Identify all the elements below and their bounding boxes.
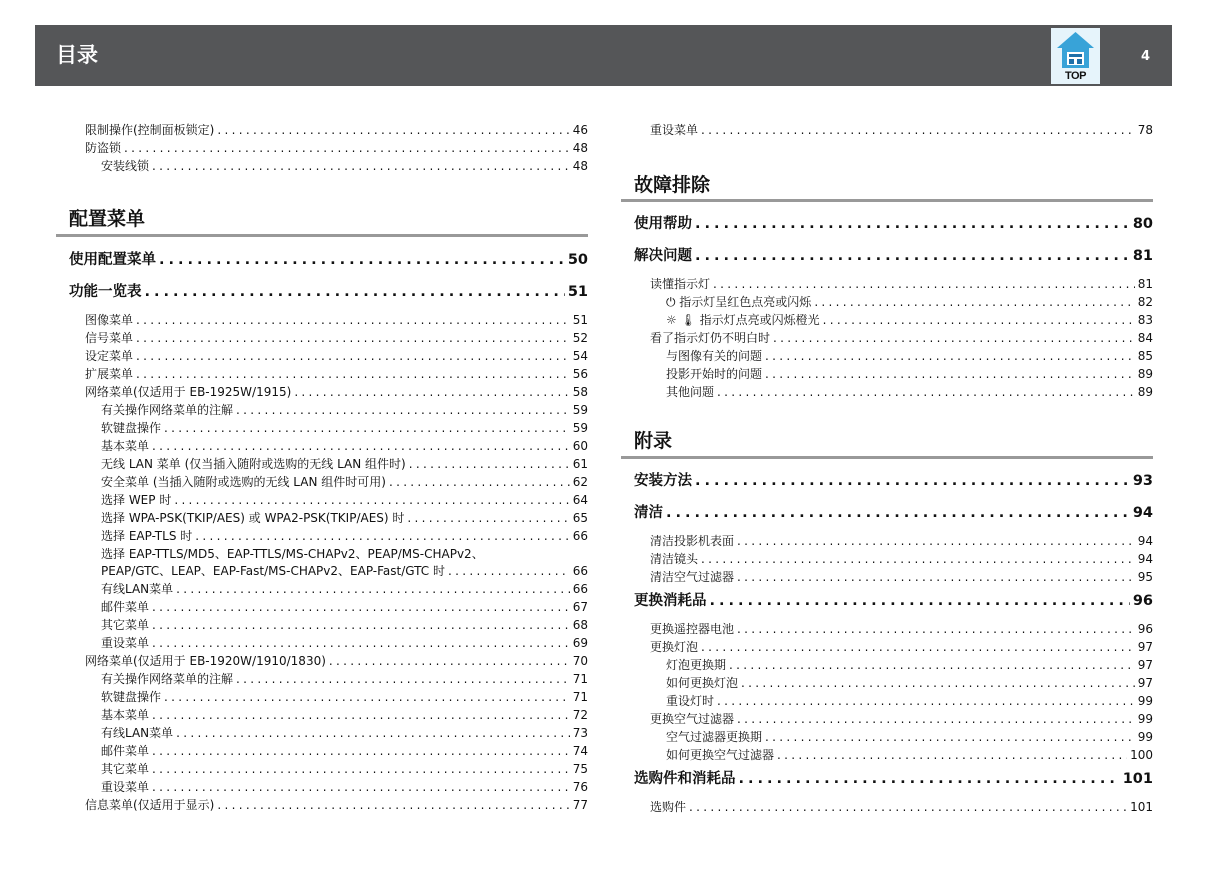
toc-leader-dots [823,313,1135,328]
toc-leader-dots [217,798,569,813]
toc-entry[interactable] [85,798,588,813]
toc-leader-dots [695,472,1130,490]
toc-leader-dots [236,403,570,418]
toc-leader-dots [765,730,1135,745]
toc-page-number: 58 [572,385,588,399]
toc-entry-title: 有线LAN菜单 [101,582,174,596]
toc-page-number: 101 [1130,800,1153,814]
toc-entry[interactable] [650,534,1153,549]
toc-leader-dots [717,385,1135,400]
toc-entry-title: 使用帮助 [634,216,692,232]
toc-page-number: 51 [572,313,588,327]
toc-entry-title: ⏻ 指示灯呈红色点亮或闪烁 [666,295,812,309]
toc-heading-entry[interactable] [634,472,1153,490]
toc-entry[interactable] [101,708,588,723]
toc-leader-dots [713,277,1135,292]
toc-entry-title: 其他问题 [666,385,715,399]
toc-heading-entry[interactable] [634,215,1153,233]
toc-entry-title: 解决问题 [634,248,692,264]
top-label: TOP [1065,70,1086,82]
toc-page-number: 78 [1137,123,1153,137]
toc-entry[interactable] [650,123,1153,138]
section-title: 附录 [634,430,673,452]
toc-entry[interactable] [650,552,1153,567]
toc-leader-dots [124,141,570,156]
toc-heading-entry[interactable] [69,251,588,269]
toc-entry[interactable] [85,654,588,669]
toc-entry[interactable] [85,313,588,328]
toc-page-number: 77 [572,798,588,812]
toc-entry-title: PEAP/GTC、LEAP、EAP-Fast/MS-CHAPv2、EAP-Fast/GTC 时 [101,564,445,578]
house-icon [1051,28,1100,72]
toc-leader-dots [294,385,569,400]
toc-entry-title: 如何更换空气过滤器 [666,748,775,762]
toc-entry[interactable] [650,622,1153,637]
toc-entry-title: 重设菜单 [650,123,699,137]
toc-page-number: 51 [567,284,588,300]
toc-entry[interactable] [101,762,588,777]
toc-entry[interactable] [650,570,1153,585]
toc-entry[interactable] [101,780,588,795]
toc-page-number: 61 [572,457,588,471]
toc-page-number: 99 [1137,730,1153,744]
toc-leader-dots [701,640,1135,655]
toc-page-number: 71 [572,672,588,686]
toc-entry-title: ☼ 🌡 指示灯点亮或闪烁橙光 [666,313,820,327]
toc-entry-title: 基本菜单 [101,708,150,722]
toc-entry-title: 基本菜单 [101,439,150,453]
toc-leader-dots [152,780,570,795]
toc-leader-dots [701,552,1135,567]
toc-leader-dots [737,712,1135,727]
toc-entry-title: 设定菜单 [85,349,134,363]
toc-page-number: 81 [1132,248,1153,264]
toc-page-number: 94 [1137,552,1153,566]
toc-entry-title: 清洁 [634,505,663,521]
toc-entry-title: 有关操作网络菜单的注解 [101,672,234,686]
toc-entry-title: 安全菜单 (当插入随附或选购的无线 LAN 组件时可用) [101,475,386,489]
toc-page-number: 65 [572,511,588,525]
toc-page-number: 74 [572,744,588,758]
toc-entry-title: 选择 WPA-PSK(TKIP/AES) 或 WPA2-PSK(TKIP/AES) 时 [101,511,405,525]
toc-entry[interactable] [101,564,588,579]
toc-page-number: 70 [572,654,588,668]
toc-entry[interactable] [666,676,1153,691]
toc-leader-dots [695,215,1130,233]
toc-page-number: 82 [1137,295,1153,309]
toc-page-number: 97 [1137,676,1153,690]
toc-entry-title: 如何更换灯泡 [666,676,739,690]
toc-leader-dots [174,493,569,508]
toc-leader-dots [217,123,569,138]
toc-entry-title: 图像菜单 [85,313,134,327]
toc-leader-dots [136,313,570,328]
toc-entry-title: 重设灯时 [666,694,715,708]
toc-leader-dots [814,295,1134,310]
toc-page-number: 81 [1137,277,1153,291]
toc-entry[interactable] [666,295,1153,310]
toc-entry[interactable] [101,744,588,759]
toc-entry-title: 限制操作(控制面板锁定) [85,123,215,137]
toc-entry-title: 网络菜单(仅适用于 EB-1925W/1915) [85,385,292,399]
toc-leader-dots [152,762,570,777]
toc-leader-dots [145,283,565,301]
toc-page-number: 66 [572,582,588,596]
toc-leader-dots [159,251,565,269]
toc-page-number: 93 [1132,473,1153,489]
page-number: 4 [1141,49,1151,64]
toc-leader-dots [152,636,570,651]
toc-page-number: 95 [1137,570,1153,584]
toc-leader-dots [701,123,1135,138]
toc-entry[interactable] [101,636,588,651]
toc-heading-entry[interactable] [634,504,1153,522]
toc-leader-dots [152,159,570,174]
toc-leader-dots [164,690,570,705]
toc-page-number: 52 [572,331,588,345]
toc-leader-dots [176,726,570,741]
toc-entry[interactable] [101,421,588,436]
toc-page-number: 94 [1137,534,1153,548]
toc-entry-title: 扩展菜单 [85,367,134,381]
toc-leader-dots [717,694,1135,709]
toc-leader-dots [695,247,1130,265]
toc-entry-title: 读懂指示灯 [650,277,711,291]
toc-page-number: 94 [1132,505,1153,521]
toc-leader-dots [236,672,570,687]
toc-page-number: 96 [1132,593,1153,609]
toc-leader-dots [152,744,570,759]
toc-entry-title: 使用配置菜单 [69,252,156,268]
toc-heading-entry[interactable] [69,283,588,301]
toc-entry[interactable] [101,511,588,526]
toc-leader-dots [136,331,570,346]
toc-leader-dots [152,708,570,723]
toc-entry-title: 与图像有关的问题 [666,349,763,363]
section-divider [621,456,1153,459]
toc-entry-title: 网络菜单(仅适用于 EB-1920W/1910/1830) [85,654,326,668]
toc-entry[interactable] [666,313,1153,328]
toc-page-number: 84 [1137,331,1153,345]
toc-entry-title: 其它菜单 [101,618,150,632]
toc-page-number: 67 [572,600,588,614]
toc-entry[interactable] [85,141,588,156]
toc-leader-dots [773,331,1135,346]
toc-entry[interactable] [101,600,588,615]
toc-page-number: 54 [572,349,588,363]
toc-entry-title: 安装方法 [634,473,692,489]
section-title: 配置菜单 [69,208,146,230]
toc-page-number: 80 [1132,216,1153,232]
toc-leader-dots [737,570,1135,585]
toc-entry[interactable] [101,439,588,454]
toc-entry-title: 邮件菜单 [101,600,150,614]
toc-entry-title: 更换空气过滤器 [650,712,735,726]
toc-page-number: 97 [1137,640,1153,654]
toc-page-number: 66 [572,529,588,543]
toc-entry-title: 清洁镜头 [650,552,699,566]
toc-page-number: 85 [1137,349,1153,363]
toc-page-number: 96 [1137,622,1153,636]
toc-page-number: 99 [1137,694,1153,708]
toc-entry[interactable] [101,582,588,597]
toc-entry[interactable] [666,658,1153,673]
toc-leader-dots [739,770,1120,788]
toc-page-number: 68 [572,618,588,632]
section-divider [56,234,588,237]
toc-heading-entry[interactable] [634,247,1153,265]
toc-page-number: 71 [572,690,588,704]
section-divider [621,199,1153,202]
toc-leader-dots [666,504,1130,522]
toc-entry-title: 空气过滤器更换期 [666,730,763,744]
toc-entry[interactable] [650,712,1153,727]
toc-leader-dots [152,618,570,633]
toc-page-number: 56 [572,367,588,381]
toc-entry-title: 有关操作网络菜单的注解 [101,403,234,417]
toc-page-number: 69 [572,636,588,650]
toc-page-number: 46 [572,123,588,137]
toc-entry[interactable] [666,730,1153,745]
page-title: 目录 [56,43,98,67]
toc-page-number: 72 [572,708,588,722]
toc-leader-dots [765,349,1135,364]
toc-entry[interactable] [101,493,588,508]
toc-entry[interactable] [650,331,1153,346]
toc-entry-title: 选购件和消耗品 [634,771,736,787]
page-header [35,25,1172,86]
toc-page-number: 59 [572,421,588,435]
toc-page-number: 76 [572,780,588,794]
toc-entry-title: 重设菜单 [101,636,150,650]
toc-entry[interactable] [101,672,588,687]
toc-entry[interactable] [85,349,588,364]
toc-entry-title: 信号菜单 [85,331,134,345]
toc-entry-title: 选购件 [650,800,687,814]
toc-entry-title: 信息菜单(仅适用于显示) [85,798,215,812]
toc-page-number: 64 [572,493,588,507]
toc-leader-dots [195,529,569,544]
toc-entry[interactable] [101,690,588,705]
top-button[interactable] [1051,28,1100,84]
toc-leader-dots [741,676,1135,691]
toc-leader-dots [329,654,570,669]
toc-entry-title: 软键盘操作 [101,421,162,435]
toc-entry-title: 无线 LAN 菜单 (仅当插入随附或选购的无线 LAN 组件时) [101,457,406,471]
toc-page-number: 97 [1137,658,1153,672]
toc-leader-dots [737,622,1135,637]
toc-leader-dots [729,658,1135,673]
toc-entry-title[interactable]: 选择 EAP-TTLS/MD5、EAP-TTLS/MS-CHAPv2、PEAP/MS-CHAPv2、 [101,547,484,561]
toc-entry[interactable] [666,385,1153,400]
toc-page-number: 66 [572,564,588,578]
toc-entry-title: 选择 WEP 时 [101,493,172,507]
toc-entry[interactable] [101,618,588,633]
toc-entry[interactable] [650,277,1153,292]
toc-entry[interactable] [85,385,588,400]
toc-entry-title: 灯泡更换期 [666,658,727,672]
toc-entry[interactable] [85,123,588,138]
toc-entry[interactable] [650,800,1153,815]
toc-leader-dots [689,800,1127,815]
toc-entry-title: 邮件菜单 [101,744,150,758]
toc-entry[interactable] [650,640,1153,655]
toc-entry-title: 其它菜单 [101,762,150,776]
toc-entry-title: 投影开始时的问题 [666,367,763,381]
toc-page-number: 73 [572,726,588,740]
toc-heading-entry[interactable] [634,770,1153,788]
toc-entry[interactable] [666,367,1153,382]
toc-leader-dots [737,534,1135,549]
toc-entry[interactable] [101,457,588,472]
toc-page-number: 75 [572,762,588,776]
toc-page-number: 50 [567,252,588,268]
toc-entry[interactable] [85,331,588,346]
section-title: 故障排除 [634,174,711,196]
toc-page-number: 59 [572,403,588,417]
toc-leader-dots [136,349,570,364]
toc-entry-title: 清洁投影机表面 [650,534,735,548]
toc-entry[interactable] [85,367,588,382]
toc-leader-dots [765,367,1135,382]
toc-leader-dots [409,457,570,472]
toc-leader-dots [448,564,570,579]
toc-page-number: 48 [572,141,588,155]
toc-leader-dots [389,475,570,490]
toc-leader-dots [164,421,570,436]
toc-page-number: 48 [572,159,588,173]
toc-entry-title: 选择 EAP-TLS 时 [101,529,193,543]
toc-entry[interactable] [101,403,588,418]
toc-entry[interactable] [666,349,1153,364]
toc-leader-dots [777,748,1127,763]
toc-page-number: 62 [572,475,588,489]
toc-entry[interactable] [666,748,1153,763]
toc-entry-title: 功能一览表 [69,284,142,300]
toc-heading-entry[interactable] [634,592,1153,610]
toc-page-number: 60 [572,439,588,453]
toc-entry[interactable] [101,726,588,741]
toc-entry-title: 清洁空气过滤器 [650,570,735,584]
toc-entry-title: 重设菜单 [101,780,150,794]
toc-entry[interactable] [101,475,588,490]
toc-page-number: 89 [1137,385,1153,399]
toc-entry-title: 安装线锁 [101,159,150,173]
toc-entry[interactable] [666,694,1153,709]
toc-page-number: 89 [1137,367,1153,381]
toc-leader-dots [136,367,570,382]
toc-entry-title: 防盗锁 [85,141,122,155]
toc-entry-title: 更换灯泡 [650,640,699,654]
toc-page-number: 99 [1137,712,1153,726]
toc-leader-dots [407,511,569,526]
toc-entry-title: 更换消耗品 [634,593,707,609]
toc-entry-title: 有线LAN菜单 [101,726,174,740]
toc-entry-title: 看了指示灯仍不明白时 [650,331,771,345]
toc-leader-dots [176,582,570,597]
toc-entry[interactable] [101,159,588,174]
toc-page-number: 100 [1130,748,1153,762]
toc-leader-dots [152,600,570,615]
toc-page-number: 101 [1122,771,1153,787]
toc-entry[interactable] [101,529,588,544]
toc-entry-title: 软键盘操作 [101,690,162,704]
toc-page-number: 83 [1137,313,1153,327]
toc-leader-dots [152,439,570,454]
toc-leader-dots [710,592,1130,610]
toc-entry-title: 更换遥控器电池 [650,622,735,636]
